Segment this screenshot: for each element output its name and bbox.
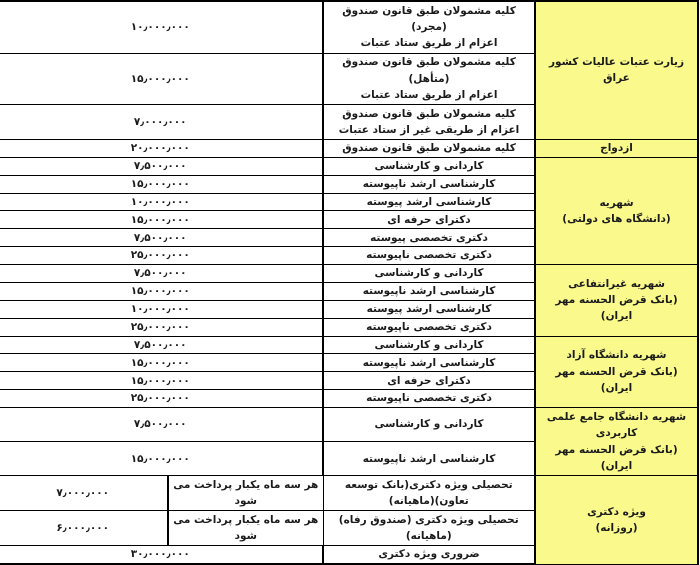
table-row	[0, 139, 699, 157]
description-cell	[324, 139, 536, 157]
description-line-1: دکترای حرفه ای	[388, 213, 472, 226]
category-cell	[536, 157, 699, 264]
description-cell	[324, 157, 536, 175]
description-cell	[324, 336, 536, 354]
amount-cell: ۷٫۵۰۰٫۰۰۰	[0, 157, 324, 175]
amount-cell: ۶٫۰۰۰٫۰۰۰	[0, 511, 169, 546]
category-label: شهریه	[600, 196, 635, 209]
description-cell	[324, 211, 536, 229]
description-cell	[324, 390, 536, 408]
category-cell	[536, 476, 699, 564]
description-line-1: کارشناسی ارشد پیوسته	[367, 195, 493, 208]
description-line-1: کاردانی و کارشناسی	[375, 160, 485, 173]
amount-cell: ۲۵٫۰۰۰٫۰۰۰	[0, 318, 324, 336]
amount-cell: ۷٫۵۰۰٫۰۰۰	[0, 336, 324, 354]
description-line-1: دکترای حرفه ای	[388, 374, 472, 387]
category-label: ویژه دکتری	[588, 505, 647, 518]
table-body	[0, 1, 699, 564]
amount-cell: ۱۵٫۰۰۰٫۰۰۰	[0, 354, 324, 372]
category-sublabel: (بانک قرض الحسنه مهر ایران)	[556, 294, 679, 323]
description-cell	[324, 105, 536, 140]
category-sublabel: (دانشگاه های دولتی)	[563, 212, 672, 225]
table-row	[0, 265, 699, 283]
description-line-1: کارشناسی ارشد ناپیوسته	[363, 356, 497, 369]
amount-cell: ۱۵٫۰۰۰٫۰۰۰	[0, 175, 324, 193]
description-cell	[324, 372, 536, 390]
description-line-1: کلیه مشمولان طبق قانون صندوق (متأهل)	[343, 56, 517, 85]
amount-cell: ۱۰٫۰۰۰٫۰۰۰	[0, 1, 324, 53]
amount-cell: ۱۵٫۰۰۰٫۰۰۰	[0, 372, 324, 390]
table-row	[0, 476, 699, 511]
description-line-1: کارشناسی ارشد پیوسته	[367, 303, 493, 316]
amount-cell: ۱۰٫۰۰۰٫۰۰۰	[0, 193, 324, 211]
description-cell	[324, 265, 536, 283]
description-cell	[324, 300, 536, 318]
description-cell	[324, 476, 536, 511]
category-label: شهریه دانشگاه آزاد	[567, 349, 668, 362]
description-cell	[324, 229, 536, 247]
description-cell	[324, 1, 536, 53]
description-line-1: تحصیلی ویژه دکتری(بانک توسعه تعاون)(ماهیانه)	[345, 479, 514, 508]
category-sublabel: (بانک قرض الحسنه مهر ایران)	[556, 443, 679, 472]
description-line-1: کاردانی و کارشناسی	[375, 418, 485, 431]
description-line-2: اعزام از طریق ستاد عتبات	[361, 37, 499, 50]
table-row	[0, 408, 699, 442]
payment-note-cell: هر سه ماه یکبار پرداخت می شود	[169, 511, 324, 546]
description-line-2: اعزام از طریقی غیر از ستاد عتبات	[339, 124, 521, 137]
table-row	[0, 1, 699, 53]
category-label: شهریه دانشگاه جامع علمی کاربردی	[547, 411, 688, 440]
amount-cell: ۱۰٫۰۰۰٫۰۰۰	[0, 300, 324, 318]
category-label: شهریه غیرانتفاعی	[569, 277, 666, 290]
description-cell	[324, 53, 536, 105]
category-cell	[536, 265, 699, 337]
description-line-1: کارشناسی ارشد ناپیوسته	[363, 452, 497, 465]
description-cell	[324, 193, 536, 211]
description-line-1: دکتری تخصصی ناپیوسته	[367, 320, 493, 333]
description-line-1: کلیه مشمولان طبق قانون صندوق	[343, 107, 517, 120]
description-cell	[324, 354, 536, 372]
category-cell	[536, 408, 699, 476]
category-cell: زیارت عتبات عالیات کشور عراق	[536, 1, 699, 139]
description-cell	[324, 442, 536, 476]
amount-cell: ۷٫۵۰۰٫۰۰۰	[0, 265, 324, 283]
description-cell	[324, 175, 536, 193]
description-cell	[324, 318, 536, 336]
description-line-1: دکتری تخصصی ناپیوسته	[367, 249, 493, 262]
amount-cell: ۱۵٫۰۰۰٫۰۰۰	[0, 211, 324, 229]
description-cell	[324, 282, 536, 300]
amount-cell: ۷٫۰۰۰٫۰۰۰	[0, 105, 324, 140]
description-line-1: کارشناسی ارشد ناپیوسته	[363, 285, 497, 298]
amount-cell: ۷٫۵۰۰٫۰۰۰	[0, 229, 324, 247]
description-line-1: ضروری ویژه دکتری	[379, 548, 481, 561]
amount-cell: ۷٫۵۰۰٫۰۰۰	[0, 408, 324, 442]
amount-cell: ۲۵٫۰۰۰٫۰۰۰	[0, 390, 324, 408]
payment-note-cell: هر سه ماه یکبار پرداخت می شود	[169, 476, 324, 511]
amount-cell: ۱۵٫۰۰۰٫۰۰۰	[0, 282, 324, 300]
category-cell: ازدواج	[536, 139, 699, 157]
amount-cell: ۱۵٫۰۰۰٫۰۰۰	[0, 442, 324, 476]
description-cell	[324, 545, 536, 564]
description-line-1: دکتری تخصصی ناپیوسته	[367, 392, 493, 405]
amount-cell: ۲۰٫۰۰۰٫۰۰۰	[0, 139, 324, 157]
description-line-1: تحصیلی ویژه دکتری (صندوق رفاه)(ماهیانه)	[339, 513, 520, 542]
table-row	[0, 336, 699, 354]
description-cell	[324, 408, 536, 442]
description-line-1: کلیه مشمولان طبق قانون صندوق (مجرد)	[343, 4, 517, 34]
description-line-1: کاردانی و کارشناسی	[375, 267, 485, 280]
description-line-1: کاردانی و کارشناسی	[375, 338, 485, 351]
table-row	[0, 157, 699, 175]
amount-cell: ۱۵٫۰۰۰٫۰۰۰	[0, 53, 324, 105]
description-line-1: دکتری تخصصی پیوسته	[371, 231, 489, 244]
category-sublabel: (روزانه)	[596, 521, 639, 534]
description-line-2: اعزام از طریق ستاد عتبات	[361, 89, 499, 102]
category-sublabel: (بانک قرض الحسنه مهر ایران)	[556, 365, 679, 394]
amount-cell: ۲۵٫۰۰۰٫۰۰۰	[0, 247, 324, 265]
description-cell	[324, 247, 536, 265]
amount-cell: ۷٫۰۰۰٫۰۰۰	[0, 476, 169, 511]
description-line-1: کارشناسی ارشد ناپیوسته	[363, 177, 497, 190]
amount-cell: ۳۰٫۰۰۰٫۰۰۰	[0, 545, 324, 564]
description-cell	[324, 511, 536, 546]
description-line-1: کلیه مشمولان طبق قانون صندوق	[343, 142, 517, 155]
category-cell	[536, 336, 699, 408]
